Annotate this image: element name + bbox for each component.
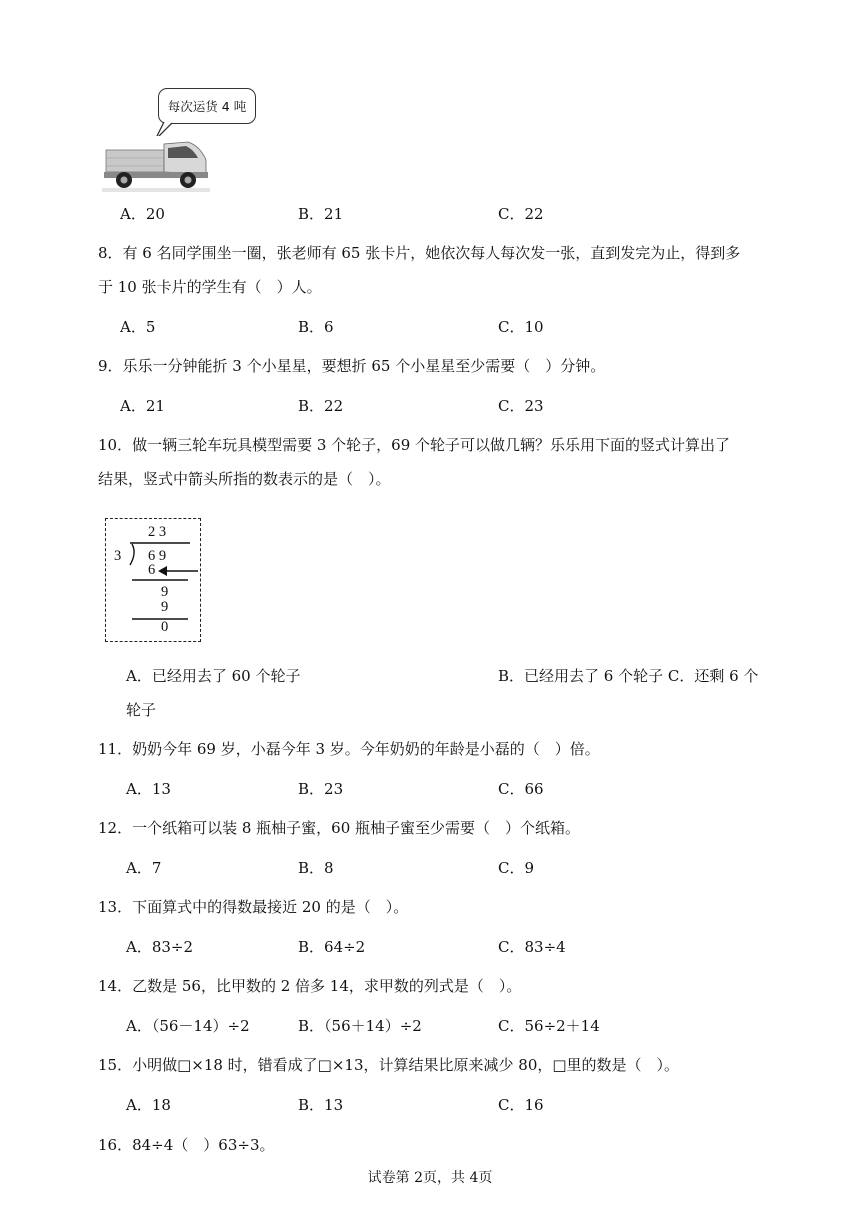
truck-image [102,136,210,192]
q10-line2: 结果，竖式中箭头所指的数表示的是（ ）。 [98,470,391,488]
division-step3: 9 [161,599,169,615]
q10-option-c-cont: 轮子 [126,701,157,719]
division-dividend: 6 9 [148,548,167,564]
q14-option-c: C．56÷2＋14 [498,1017,600,1035]
q8-line1: 8．有 6 名同学围坐一圈，张老师有 65 张卡片，她依次每人每次发一张，直到发完为止，得到多 [98,244,741,262]
q12-text: 12．一个纸箱可以装 8 瓶柚子蜜，60 瓶柚子蜜至少需要（ ）个纸箱。 [98,819,581,837]
q15-text: 15．小明做□×18 时，错看成了□×13，计算结果比原来减少 80，□里的数是（ ）。 [98,1056,680,1074]
q13-option-c: C．83÷4 [498,938,566,956]
q12-option-a: A．7 [126,859,162,877]
division-step1: 6 [148,562,156,578]
long-division-figure [105,518,201,642]
q15-option-a: A．18 [126,1096,171,1114]
q10-option-bc: B．已经用去了 6 个轮子 C．还剩 6 个 [498,667,759,685]
division-step2: 9 [161,584,169,600]
q10-option-a: A．已经用去了 60 个轮子 [126,667,301,685]
page-footer: 试卷第 2页，共 4页 [367,1170,493,1186]
q14-option-b: B．（56＋14）÷2 [298,1017,422,1035]
q15-option-c: C．16 [498,1096,544,1114]
q13-option-b: B．64÷2 [298,938,366,956]
q7-option-a: A．20 [120,205,165,223]
division-remainder: 0 [161,619,169,635]
division-lines [106,519,200,641]
q10-line1: 10．做一辆三轮车玩具模型需要 3 个轮子，69 个轮子可以做几辆？乐乐用下面的竖式计算出了 [98,436,731,454]
q12-option-c: C．9 [498,859,535,877]
division-divisor: 3 [114,548,122,564]
q8-option-c: C．10 [498,318,544,336]
q7-option-b: B．21 [298,205,344,223]
q11-option-c: C．66 [498,780,544,798]
q9-option-b: B．22 [298,397,344,415]
q8-option-a: A．5 [120,318,156,336]
q13-option-a: A．83÷2 [126,938,194,956]
q14-text: 14．乙数是 56，比甲数的 2 倍多 14，求甲数的列式是（ ）。 [98,977,522,995]
q8-line2: 于 10 张卡片的学生有（ ）人。 [98,278,322,296]
q12-option-b: B．8 [298,859,334,877]
q9-option-a: A．21 [120,397,165,415]
q16-text: 16．84÷4（ ）63÷3。 [98,1136,275,1154]
q9-text: 9．乐乐一分钟能折 3 个小星星，要想折 65 个小星星至少需要（ ）分钟。 [98,357,606,375]
q11-option-a: A．13 [126,780,171,798]
q11-option-b: B．23 [298,780,344,798]
q7-option-c: C．22 [498,205,544,223]
q14-option-a: A．（56－14）÷2 [126,1017,250,1035]
bubble-text: 每次运货 4 吨 [167,99,247,114]
division-quotient: 2 3 [148,524,167,540]
q9-option-c: C．23 [498,397,544,415]
q13-text: 13．下面算式中的得数最接近 20 的是（ ）。 [98,898,409,916]
q11-text: 11．奶奶今年 69 岁，小磊今年 3 岁。今年奶奶的年龄是小磊的（ ）倍。 [98,740,600,758]
q8-option-b: B．6 [298,318,334,336]
q15-option-b: B．13 [298,1096,344,1114]
